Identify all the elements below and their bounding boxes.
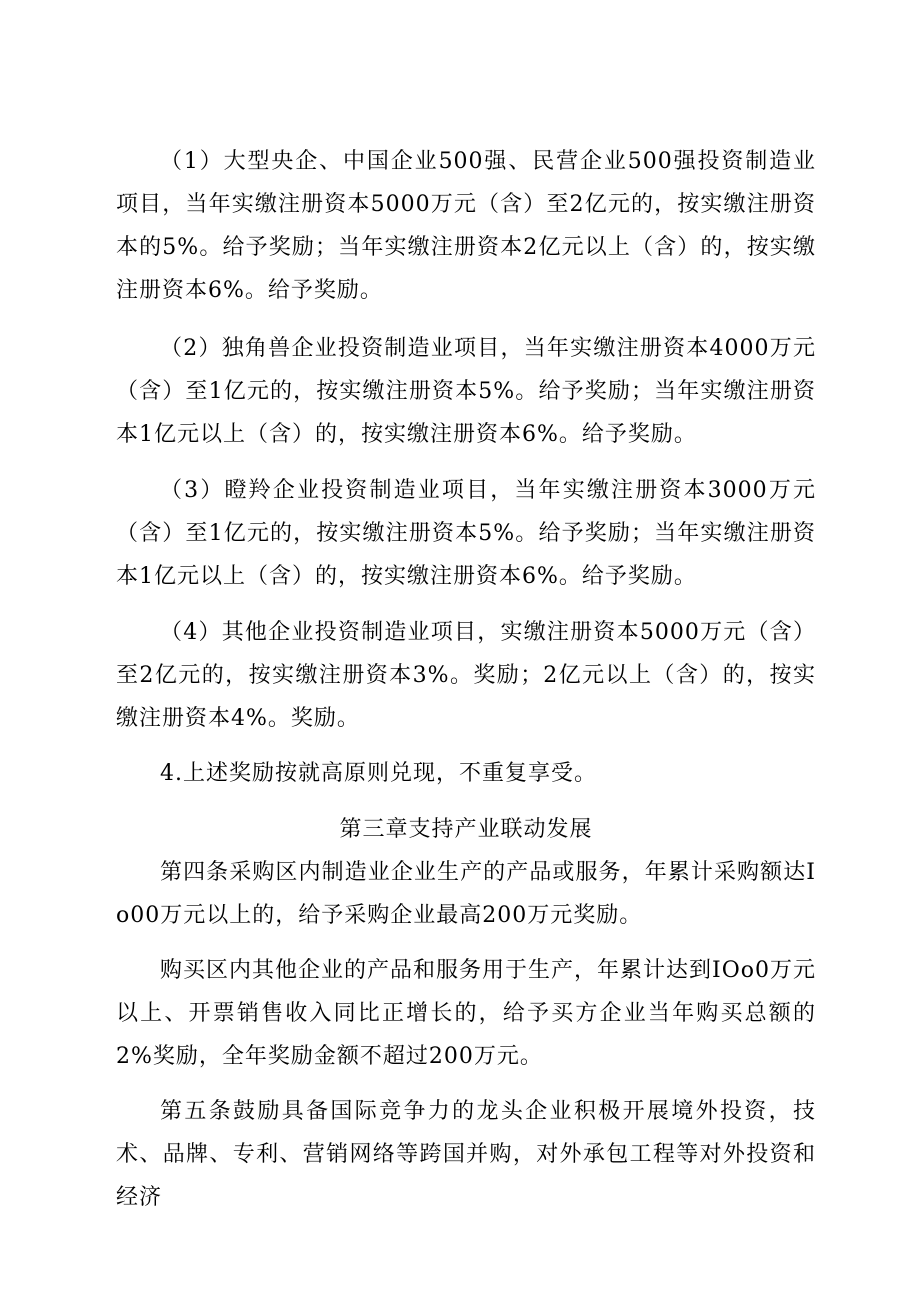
paragraph-item-4: （4）其他企业投资制造业项目，实缴注册资本5000万元（含）至2亿元的，按实缴注册资本3%。奖励；2亿元以上（含）的，按实缴注册资本4%。奖励。: [116, 620, 816, 731]
paragraph-rule-4: 4.上述奖励按就高原则兑现，不重复享受。: [160, 761, 597, 786]
paragraph-item-2: （2）独角兽企业投资制造业项目，当年实缴注册资本4000万元（含）至1亿元的，按实缴注册资本5%。给予奖励；当年实缴注册资本1亿元以上（含）的，按实缴注册资本6%。给予奖励。: [116, 336, 816, 447]
paragraph-article-5: 第五条鼓励具备国际竞争力的龙头企业积极开展境外投资，技术、品牌、专利、营销网络等跨国并购，对外承包工程等对外投资和经济: [116, 1099, 816, 1210]
paragraph-purchase: 购买区内其他企业的产品和服务用于生产，年累计达到IOo0万元以上、开票销售收入同比正增长的，给予买方企业当年购买总额的2%奖励，全年奖励金额不超过200万元。: [116, 958, 816, 1069]
paragraph-item-1: （1）大型央企、中国企业500强、民营企业500强投资制造业项目，当年实缴注册资本5000万元（含）至2亿元的，按实缴注册资本的5%。给予奖励；当年实缴注册资本2亿元以上（含）的，按实缴注册资本6%。给予奖励。: [116, 149, 816, 303]
paragraph-item-3: （3）瞪羚企业投资制造业项目，当年实缴注册资本3000万元（含）至1亿元的，按实缴注册资本5%。给予奖励；当年实缴注册资本1亿元以上（含）的，按实缴注册资本6%。给予奖励。: [116, 478, 816, 589]
chapter-heading: 第三章支持产业联动发展: [339, 817, 593, 842]
paragraph-article-4: 第四条采购区内制造业企业生产的产品或服务，年累计采购额达Io00万元以上的，给予采购企业最高200万元奖励。: [116, 860, 816, 928]
